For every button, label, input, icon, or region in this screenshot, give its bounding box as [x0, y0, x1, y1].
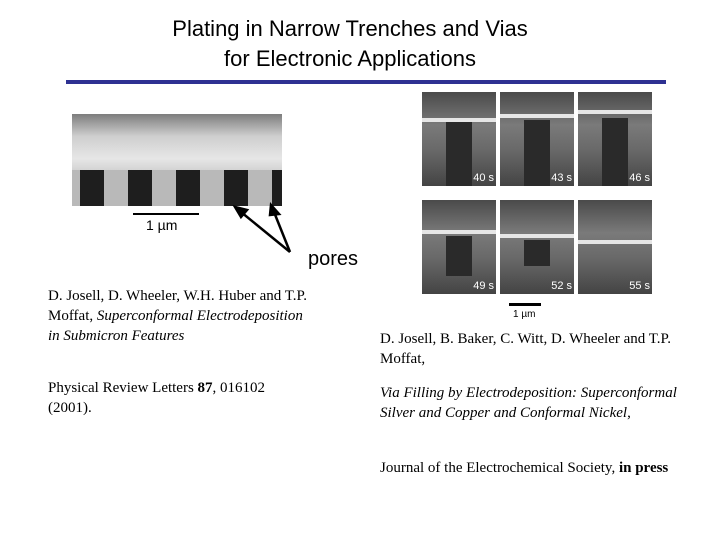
sem-frame	[422, 92, 496, 186]
pores-label: pores	[308, 248, 359, 270]
scale-bar-right	[509, 303, 541, 306]
ref-title-suffix: ,	[627, 405, 631, 421]
sem-frame	[500, 200, 574, 294]
scale-label-left: 1 µm	[146, 217, 178, 233]
sem-frame	[578, 200, 652, 294]
frame-time-label: 40 s	[473, 172, 494, 184]
ref-title: Via Filling by Electrodeposition: Superconformal Silver and Copper and Conformal Nickel	[380, 385, 677, 421]
ref-authors: D. Josell, D. Wheeler, W.H. Huber and T.P. Moffat,	[48, 288, 307, 324]
sem-frame	[578, 92, 652, 186]
sem-frame	[422, 200, 496, 294]
ref-journal: Journal of the Electrochemical Society,	[380, 460, 616, 476]
title-line-1: Plating in Narrow Trenches and Vias	[172, 16, 528, 41]
frame-time-label: 49 s	[473, 280, 494, 292]
title-line-2: for Electronic Applications	[224, 46, 476, 71]
scale-label-right: 1 µm	[513, 309, 536, 320]
reference-right-journal	[380, 458, 700, 478]
arrow-head	[270, 205, 279, 215]
ref-pages-year: , 016102 (2001).	[48, 380, 266, 416]
frame-time-label: 55 s	[629, 280, 650, 292]
ref-authors: D. Josell, B. Baker, C. Witt, D. Wheeler and T.P. Moffat,	[380, 331, 671, 367]
frame-time-label: 52 s	[551, 280, 572, 292]
frame-time-label: 46 s	[629, 172, 650, 184]
reference-left-citation	[48, 378, 308, 418]
ref-status: in press	[618, 460, 669, 476]
sem-frame	[500, 92, 574, 186]
frame-time-label: 43 s	[551, 172, 572, 184]
ref-volume: 87	[197, 380, 213, 396]
reference-right	[380, 329, 680, 369]
ref-journal: Physical Review Letters	[48, 380, 194, 396]
reference-right-title	[380, 383, 680, 423]
ref-title: Superconformal Electrodeposition in Submicron Features	[48, 308, 303, 344]
reference-left	[48, 286, 308, 346]
